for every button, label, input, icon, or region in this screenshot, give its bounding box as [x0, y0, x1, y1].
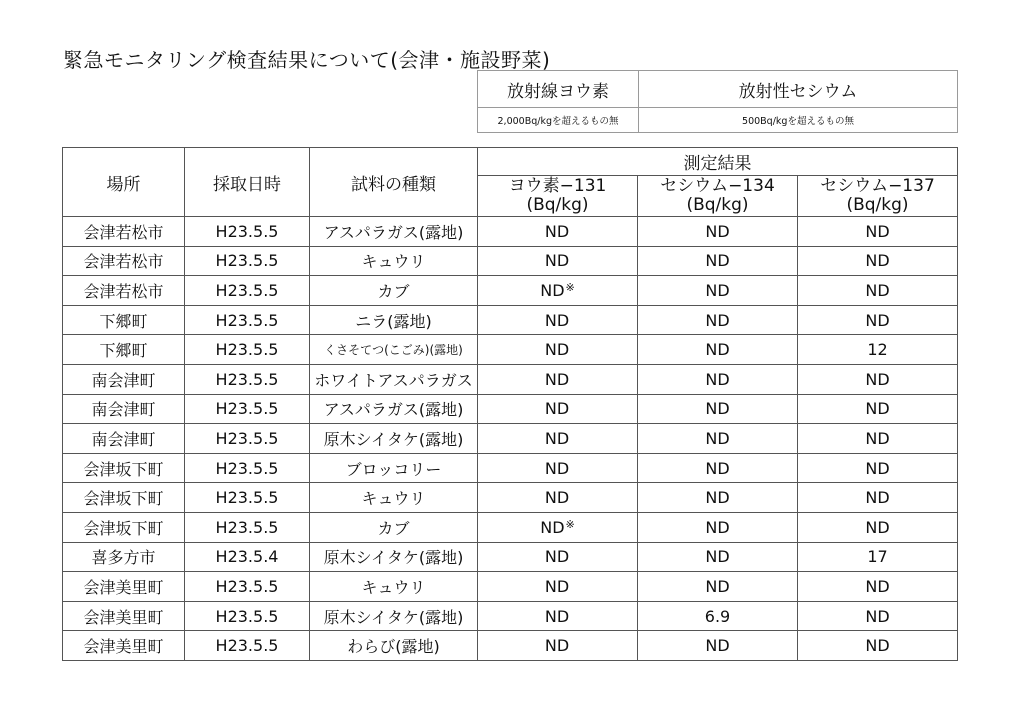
- cesium-limit-heading: 放射性セシウム: [639, 71, 958, 108]
- i131-value: ND: [544, 428, 570, 448]
- cs134-cell: ND: [638, 424, 798, 454]
- cs134-cell: ND: [638, 512, 798, 542]
- table-row: [63, 453, 958, 483]
- i131-value: ND: [544, 636, 570, 656]
- i131-cell: [478, 424, 638, 454]
- location-cell: 南会津町: [63, 424, 185, 454]
- cs134-header-label: セシウム−134: [660, 176, 775, 196]
- cs137-cell: ND: [798, 276, 958, 306]
- sample-cell: アスパラガス(露地): [310, 217, 478, 247]
- location-cell: 会津坂下町: [63, 453, 185, 483]
- cs134-cell: ND: [638, 276, 798, 306]
- i131-cell: [478, 453, 638, 483]
- i131-value: ND: [544, 576, 570, 596]
- location-cell: 会津若松市: [63, 246, 185, 276]
- i131-note: ※: [565, 280, 575, 294]
- location-cell: 会津坂下町: [63, 512, 185, 542]
- i131-cell: [478, 572, 638, 602]
- location-cell: 南会津町: [63, 394, 185, 424]
- table-row: [63, 276, 958, 306]
- table-row: [63, 424, 958, 454]
- date-cell: H23.5.5: [185, 601, 310, 631]
- date-cell: H23.5.5: [185, 512, 310, 542]
- cesium-limit-note: 500Bq/kgを超えるもの無: [639, 108, 958, 133]
- i131-cell: [478, 246, 638, 276]
- i131-note: ※: [565, 517, 575, 531]
- cs134-cell: 6.9: [638, 601, 798, 631]
- i131-value: ND: [544, 458, 570, 478]
- cs134-cell: ND: [638, 572, 798, 602]
- results-table-body: [63, 217, 958, 661]
- cs134-cell: ND: [638, 394, 798, 424]
- i131-value: ND: [544, 547, 570, 567]
- sample-cell: キュウリ: [310, 572, 478, 602]
- page-title: 緊急モニタリング検査結果について(会津・施設野菜): [63, 48, 551, 72]
- i131-value: ND: [544, 488, 570, 508]
- sample-cell: キュウリ: [310, 246, 478, 276]
- table-row: [63, 335, 958, 365]
- cs137-cell: ND: [798, 394, 958, 424]
- cs137-header: [798, 176, 958, 217]
- detection-limits-table: [477, 70, 958, 133]
- date-cell: H23.5.5: [185, 572, 310, 602]
- cs137-cell: ND: [798, 364, 958, 394]
- cs134-cell: ND: [638, 483, 798, 513]
- table-row: [63, 305, 958, 335]
- i131-value: ND: [544, 221, 570, 241]
- table-row: [63, 483, 958, 513]
- date-cell: H23.5.5: [185, 217, 310, 247]
- cs134-cell: ND: [638, 335, 798, 365]
- table-row: [63, 542, 958, 572]
- sample-cell: アスパラガス(露地): [310, 394, 478, 424]
- cs134-cell: ND: [638, 453, 798, 483]
- table-row: [63, 364, 958, 394]
- cs134-cell: ND: [638, 217, 798, 247]
- location-cell: 会津美里町: [63, 572, 185, 602]
- cs137-cell: ND: [798, 453, 958, 483]
- date-cell: H23.5.5: [185, 335, 310, 365]
- table-row: [63, 246, 958, 276]
- date-cell: H23.5.5: [185, 364, 310, 394]
- i131-cell: [478, 305, 638, 335]
- i131-cell: [478, 335, 638, 365]
- table-row: [63, 601, 958, 631]
- cs137-cell: ND: [798, 305, 958, 335]
- date-cell: H23.5.5: [185, 246, 310, 276]
- cs137-cell: ND: [798, 601, 958, 631]
- date-cell: H23.5.5: [185, 483, 310, 513]
- date-cell: H23.5.5: [185, 631, 310, 661]
- i131-cell: [478, 601, 638, 631]
- cs134-cell: ND: [638, 305, 798, 335]
- location-cell: 南会津町: [63, 364, 185, 394]
- date-cell: H23.5.4: [185, 542, 310, 572]
- i131-value: ND: [544, 310, 570, 330]
- table-row: [63, 572, 958, 602]
- i131-value: ND: [540, 517, 565, 537]
- i131-value: ND: [544, 340, 570, 360]
- sample-cell: 原木シイタケ(露地): [310, 424, 478, 454]
- iodine-limit-heading: 放射線ヨウ素: [478, 71, 639, 108]
- location-cell: 会津美里町: [63, 631, 185, 661]
- cs137-cell: 17: [798, 542, 958, 572]
- location-cell: 喜多方市: [63, 542, 185, 572]
- results-header: 測定結果: [478, 148, 958, 176]
- i131-cell: [478, 631, 638, 661]
- sample-cell: キュウリ: [310, 483, 478, 513]
- table-row: [63, 217, 958, 247]
- i131-cell: [478, 512, 638, 542]
- cs137-cell: ND: [798, 217, 958, 247]
- cs134-header: [638, 176, 798, 217]
- cs134-cell: ND: [638, 364, 798, 394]
- cs134-unit: (Bq/kg): [686, 195, 749, 215]
- date-cell: H23.5.5: [185, 305, 310, 335]
- i131-header-label: ヨウ素−131: [508, 176, 607, 196]
- cs137-cell: ND: [798, 631, 958, 661]
- i131-value: ND: [544, 369, 570, 389]
- i131-cell: [478, 364, 638, 394]
- i131-cell: [478, 483, 638, 513]
- sample-cell: カブ: [310, 512, 478, 542]
- location-cell: 下郷町: [63, 305, 185, 335]
- cs137-cell: ND: [798, 424, 958, 454]
- i131-header: [478, 176, 638, 217]
- i131-cell: [478, 217, 638, 247]
- iodine-limit-note: 2,000Bq/kgを超えるもの無: [478, 108, 639, 133]
- sample-cell: カブ: [310, 276, 478, 306]
- sample-cell: くさそてつ(こごみ)(露地): [310, 335, 478, 365]
- i131-cell: [478, 394, 638, 424]
- location-cell: 会津美里町: [63, 601, 185, 631]
- cs134-cell: ND: [638, 542, 798, 572]
- cs137-unit: (Bq/kg): [846, 195, 909, 215]
- i131-value: ND: [544, 606, 570, 626]
- sample-cell: 原木シイタケ(露地): [310, 601, 478, 631]
- location-cell: 会津若松市: [63, 276, 185, 306]
- cs137-cell: ND: [798, 512, 958, 542]
- i131-value: ND: [544, 251, 570, 271]
- sample-header: 試料の種類: [310, 148, 478, 217]
- date-cell: H23.5.5: [185, 394, 310, 424]
- date-cell: H23.5.5: [185, 424, 310, 454]
- cs137-cell: ND: [798, 572, 958, 602]
- cs137-cell: ND: [798, 246, 958, 276]
- cs134-cell: ND: [638, 631, 798, 661]
- table-row: [63, 394, 958, 424]
- date-header: 採取日時: [185, 148, 310, 217]
- sample-cell: 原木シイタケ(露地): [310, 542, 478, 572]
- location-cell: 会津若松市: [63, 217, 185, 247]
- i131-cell: [478, 276, 638, 306]
- location-cell: 会津坂下町: [63, 483, 185, 513]
- results-table: [62, 147, 958, 661]
- sample-cell: ホワイトアスパラガス: [310, 364, 478, 394]
- cs134-cell: ND: [638, 246, 798, 276]
- i131-value: ND: [540, 280, 565, 300]
- table-row: [63, 512, 958, 542]
- sample-cell: ブロッコリー: [310, 453, 478, 483]
- i131-unit: (Bq/kg): [526, 195, 589, 215]
- i131-cell: [478, 542, 638, 572]
- table-row: [63, 631, 958, 661]
- date-cell: H23.5.5: [185, 453, 310, 483]
- location-cell: 下郷町: [63, 335, 185, 365]
- i131-value: ND: [544, 399, 570, 419]
- sample-cell: わらび(露地): [310, 631, 478, 661]
- date-cell: H23.5.5: [185, 276, 310, 306]
- cs137-cell: 12: [798, 335, 958, 365]
- cs137-cell: ND: [798, 483, 958, 513]
- sample-cell: ニラ(露地): [310, 305, 478, 335]
- cs137-header-label: セシウム−137: [820, 176, 935, 196]
- location-header: 場所: [63, 148, 185, 217]
